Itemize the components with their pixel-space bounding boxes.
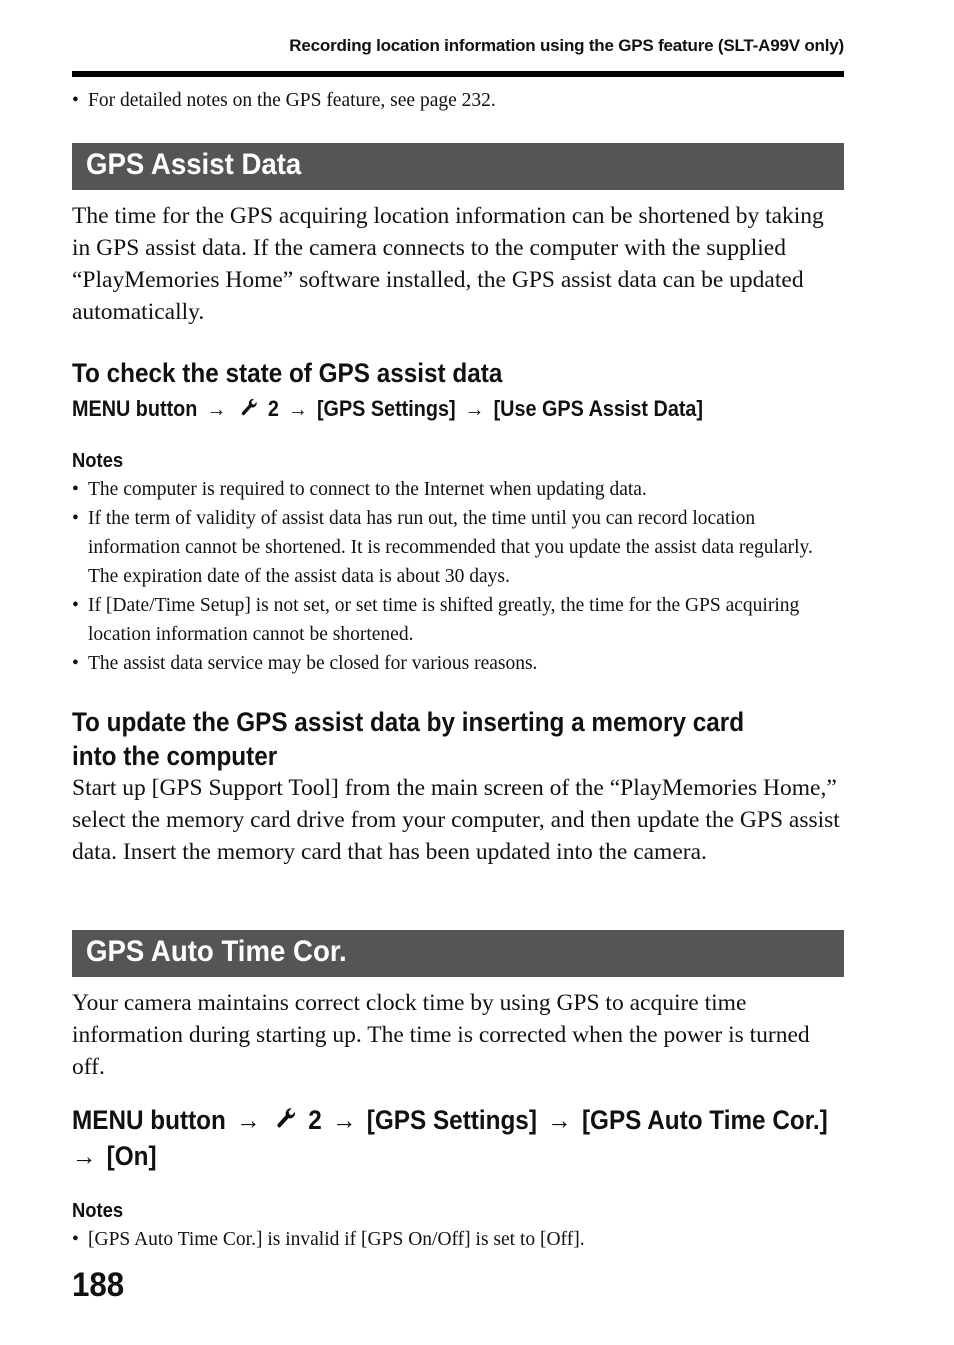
menu-part: [GPS Settings] (366, 1105, 537, 1135)
right-arrow-icon: → (547, 1105, 572, 1135)
menu-part: MENU button (72, 1105, 226, 1135)
section2-body: Your camera maintains correct clock time by using GPS to acquire time information during starting up. The time is corrected when the power is turned off. (72, 990, 810, 1080)
menu-part: [GPS Auto Time Cor.] (581, 1105, 828, 1135)
list-item: • [GPS Auto Time Cor.] is invalid if [GPS On/Off] is set to [Off]. (72, 1225, 832, 1254)
list-item: • The computer is required to connect to the Internet when updating data. (72, 475, 832, 504)
menu-part: 2 (308, 1105, 322, 1135)
right-arrow-icon: → (288, 396, 308, 421)
right-arrow-icon: → (72, 1141, 97, 1171)
notes-list (72, 1225, 832, 1254)
wrench-icon (274, 1106, 297, 1132)
list-item: • If the term of validity of assist data has run out, the time until you can record location information cannot be shortened. It is recommended that you update the assist data regularly. The expiration date of the assist data is about 30 days. (72, 504, 832, 591)
section-title-text: GPS Assist Data (86, 148, 302, 181)
subhead-update-via-card: To update the GPS assist data by inserting a memory card into the computer (72, 707, 745, 771)
wrench-icon (239, 397, 259, 419)
section1-body: The time for the GPS acquiring location information can be shortened by taking in GPS assist data. If the camera connects to the computer with the supplied “PlayMemories Home” software installed, the GPS assist data can be updated automatically. (72, 203, 824, 325)
notes-title: Notes (72, 1200, 124, 1222)
subhead-check-state: To check the state of GPS assist data (72, 358, 503, 388)
intro-note-text: For detailed notes on the GPS feature, see page 232. (88, 90, 496, 111)
running-head: Recording location information using the GPS feature (SLT-A99V only) (289, 36, 844, 55)
menu-part: MENU button (72, 396, 198, 421)
right-arrow-icon: → (206, 396, 227, 421)
section-title-gps-auto-time-cor (72, 930, 844, 977)
section1-body2: Start up [GPS Support Tool] from the main screen of the “PlayMemories Home,” select the memory card drive from your computer, and then update the GPS assist data. Insert the memory card that has been updated into the camera. (72, 775, 840, 865)
list-item: • If [Date/Time Setup] is not set, or set time is shifted greatly, the time for the GPS acquiring location information cannot be shortened. (72, 591, 832, 649)
list-item: • The assist data service may be closed for various reasons. (72, 649, 832, 678)
intro-note: • For detailed notes on the GPS feature, see page 232. (72, 90, 496, 111)
menu-part: [On] (106, 1141, 157, 1171)
menu-path-auto-time (72, 1102, 846, 1174)
notes-title: Notes (72, 450, 124, 472)
menu-path-use-assist (72, 394, 703, 424)
menu-part: [Use GPS Assist Data] (493, 396, 704, 421)
section-title-gps-assist-data (72, 143, 844, 190)
notes-list (72, 475, 832, 678)
right-arrow-icon: → (236, 1105, 261, 1135)
menu-part: [GPS Settings] (316, 396, 456, 421)
page-number: 188 (72, 1266, 125, 1304)
menu-part: 2 (267, 396, 279, 421)
right-arrow-icon: → (464, 396, 485, 421)
section-title-text: GPS Auto Time Cor. (86, 935, 347, 968)
right-arrow-icon: → (332, 1105, 357, 1135)
header-rule (72, 71, 844, 77)
